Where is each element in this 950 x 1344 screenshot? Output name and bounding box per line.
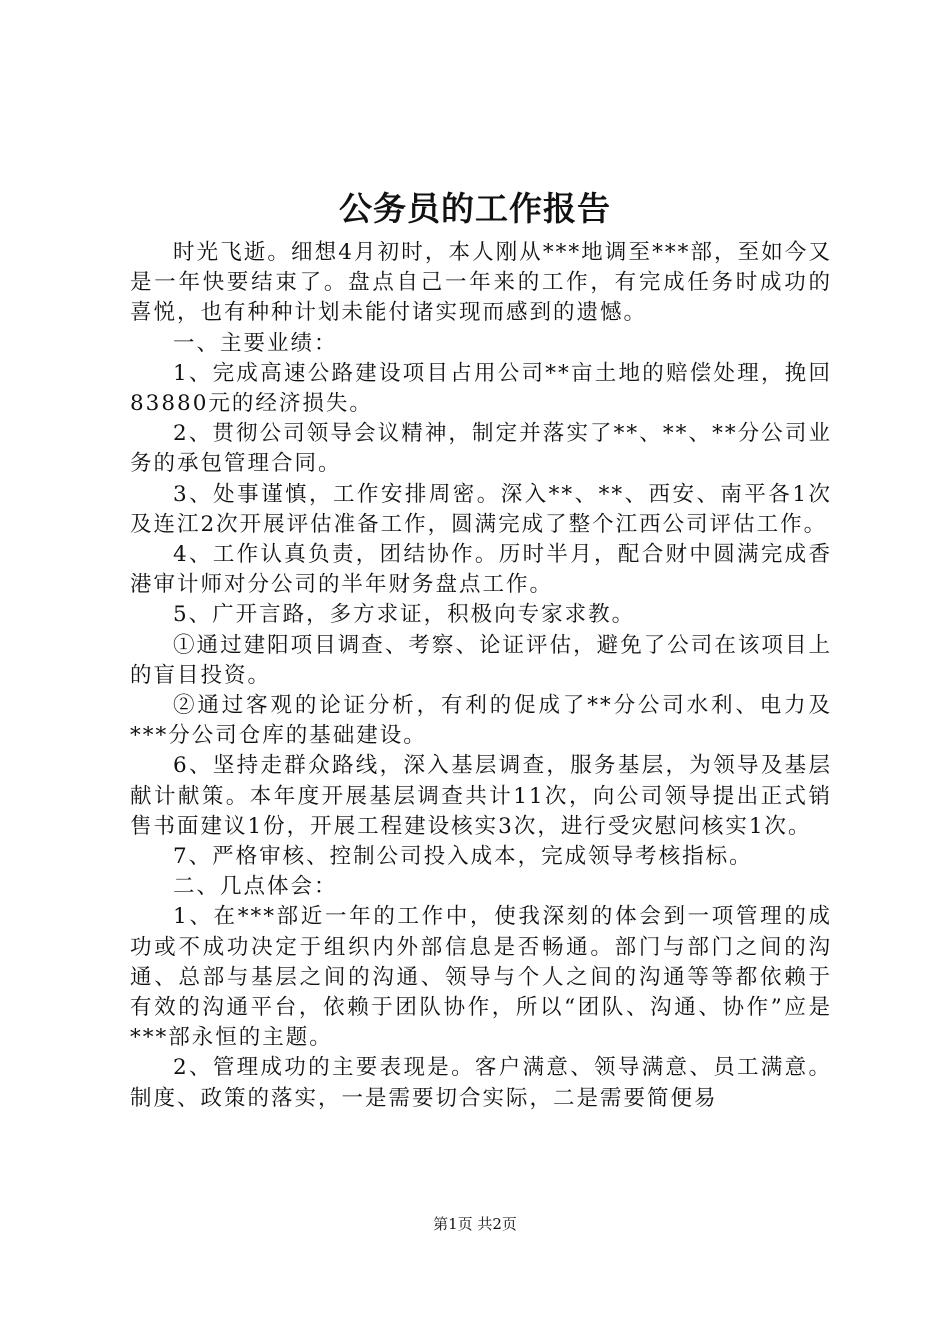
document-body: [130, 238, 832, 1114]
paragraph-reflection-1: 1、在***部近一年的工作中，使我深刻的体会到一项管理的成功或不成功决定于组织内外部信息是否畅通。部门与部门之间的沟通、总部与基层之间的沟通、领导与个人之间的沟通等等都依赖于有效的沟通平台，依赖于团队协作，所以“团队、沟通、协作”应是***部永恒的主题。: [130, 904, 832, 1051]
page-number-footer: 第1页 共2页: [433, 1215, 517, 1233]
paragraph-achievement-5-sub-1: ①通过建阳项目调查、考察、论证评估，避免了公司在该项目上的盲目投资。: [130, 632, 832, 688]
paragraph-achievement-5: 5、广开言路，多方求证，积极向专家求教。: [173, 602, 636, 628]
paragraph-achievement-7: 7、严格审核、控制公司投入成本，完成领导考核指标。: [173, 844, 753, 870]
section-heading-reflections: 二、几点体会：: [173, 874, 338, 900]
paragraph-reflection-2: 2、管理成功的主要表现是。客户满意、领导满意、员工满意。制度、政策的落实，一是需要切合实际，二是需要简便易: [130, 1055, 832, 1111]
paragraph-achievement-1: 1、完成高速公路建设项目占用公司**亩土地的赔偿处理，挽回83880元的经济损失。: [130, 360, 832, 417]
section-heading-achievements: 一、主要业绩：: [173, 330, 338, 356]
paragraph-achievement-6: 6、坚持走群众路线，深入基层调查，服务基层，为领导及基层献计献策。本年度开展基层调查共计11次，向公司领导提出正式销售书面建议1份，开展工程建设核实3次，进行受灾慰问核实1次。: [130, 753, 832, 839]
paragraph-achievement-4: 4、工作认真负责，团结协作。历时半月，配合财中圆满完成香港审计师对分公司的半年财务盘点工作。: [130, 542, 832, 598]
paragraph-achievement-5-sub-2: ②通过客观的论证分析，有利的促成了**分公司水利、电力及***分公司仓库的基础建设。: [130, 693, 832, 749]
paragraph-achievement-3: 3、处事谨慎，工作安排周密。深入**、**、西安、南平各1次及连江2次开展评估准备工作，圆满完成了整个江西公司评估工作。: [130, 481, 832, 537]
paragraph-achievement-2: 2、贯彻公司领导会议精神，制定并落实了**、**、**分公司业务的承包管理合同。: [130, 421, 832, 477]
paragraph-intro: 时光飞逝。细想4月初时，本人刚从***地调至***部，至如今又是一年快要结束了。盘点自己一年来的工作，有完成任务时成功的喜悦，也有种种计划未能付诸实现而感到的遗憾。: [130, 240, 832, 326]
document-title: 公务员的工作报告: [339, 189, 611, 228]
